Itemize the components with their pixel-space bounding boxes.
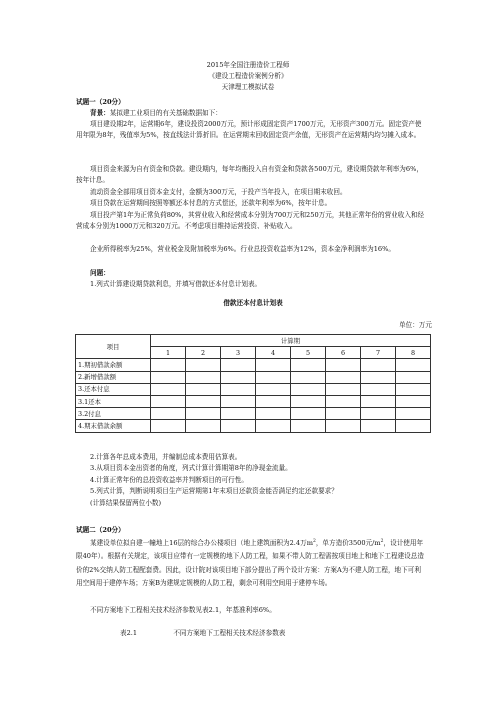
q2-p1-superscript-2: 2: [380, 538, 384, 544]
q2-table-caption-text: 不同方案地下工程相关技术经济参数表: [173, 629, 286, 637]
q1-paragraph-4: 项目贷款在运营期间按照等额还本付息的方式偿还，还款年利率为6%，按年计息。: [90, 199, 332, 207]
table-year-5: 5: [291, 347, 326, 359]
q1-background-label: 背景：: [90, 109, 110, 117]
table-row-label: 2.新增借款额: [76, 371, 151, 383]
q2-paragraph-1: [76, 537, 426, 591]
repayment-table: [75, 334, 431, 433]
table-row-label: 1.期初借款余额: [76, 359, 151, 371]
q1-question-5: 5.列式计算，判断说明项目生产运营期第1年末项目还款资金能否满足约定还款要求？: [90, 487, 338, 495]
q1-paragraph-6: 企业所得税率为25%，营业税金及附加税率为6%。行业总投资收益率为12%，资本金净利润率为16%。: [90, 245, 395, 253]
header-line-1: 2015年全国注册造价工程师: [206, 61, 290, 69]
q1-question-label: 问题：: [90, 269, 110, 277]
table-year-8: 8: [396, 347, 431, 359]
table-row-label: 3.1还本: [76, 395, 151, 407]
table-row: [76, 420, 431, 432]
header-line-2: 《建设工程造价案例分析》: [208, 72, 288, 80]
table-head-item: 项目: [76, 335, 151, 359]
table-row: [76, 395, 431, 407]
q2-p1-part-a: 某建设单位拟自建一幢地上16层的综合办公楼项目（地上建筑面积为2.4万m: [90, 539, 313, 547]
q1-question-4: 4.计算正常年份的总投资收益率并判断项目的可行性。: [90, 476, 248, 484]
table-title: 借款还本付息计划表: [223, 299, 283, 307]
table-year-7: 7: [361, 347, 396, 359]
table-unit: 单位：万元: [399, 321, 432, 329]
q2-p1-part-c: ，设计使用年限40年）。根据有关规定，该项目应带有一定规模的地下人防工程，如果不带人防工程需按项目地上和地下工程建设总造价的2%交纳人防工程配套费。因此，设计院对该项目地下部分提出了两个设计方案：方案A为不建人防工程，地下可利用空间用于建停车场；方案B为建规定规模的人防工程，剩余可利用空间用于建停车场。: [76, 539, 424, 588]
document-header: [0, 60, 496, 93]
q1-paragraph-5: 项目投产第1年为正常负荷80%，其营业收入和经营成本分别为700万元和250万元，其他正常年份的营业收入和经营成本分别为1000万元和320万元。不考虑项目维持运营投资、补贴收入。: [76, 211, 425, 231]
table-row-label: 3.2付息: [76, 408, 151, 420]
q1-note: (计算结果保留两位小数): [90, 499, 162, 507]
table-year-6: 6: [326, 347, 361, 359]
q2-table-caption: [120, 628, 285, 639]
table-year-4: 4: [256, 347, 291, 359]
table-row: [76, 371, 431, 383]
table-row: [76, 383, 431, 395]
table-row: [76, 359, 431, 371]
q1-heading: 试题一（20分）: [76, 98, 125, 106]
q1-background-text: 某拟建工业项目的有关基础数据如下：: [109, 109, 222, 117]
q1-question-1: 1.列式计算建设期贷款利息，并填写借款还本付息计划表。: [90, 280, 262, 288]
table-row-label: 3.还本付息: [76, 383, 151, 395]
table-year-1: 1: [151, 347, 186, 359]
q1-question-2: 2.计算各年总成本费用，并编制总成本费用估算表。: [90, 453, 242, 461]
q1-paragraph-2: 项目资金来源为自有资金和贷款。建设期内，每年均衡投入自有资金和贷款各500万元，建设期贷款年利率为6%，按年计息。: [76, 165, 423, 185]
q2-heading: 试题二（20分）: [76, 526, 125, 534]
q2-p1-superscript-1: 2: [312, 538, 316, 544]
q1-question-3: 3.从项目资本金出资者的角度，列式计算计算期第8年的净现金流量。: [90, 464, 292, 472]
table-year-3: 3: [221, 347, 256, 359]
table-row: [76, 408, 431, 420]
q2-p1-part-b: ，单方造价3500元/m: [315, 539, 381, 547]
table-year-2: 2: [186, 347, 221, 359]
q1-paragraph-3: 流动资金全部用项目资本金支付，金额为300万元，于投产当年投入，在项目期末收回。: [90, 188, 347, 196]
q2-paragraph-2: 不同方案地下工程相关技术经济参数见表2.1，年基准利率6%。: [90, 606, 276, 614]
q1-paragraph-1: 项目建设期2年，运营期6年，建设投资2000万元，预计形成固定资产1700万元，无形资产300万元。固定资产使用年限为8年，残值率为5%，按直线法计算折旧。在运营期末回收固定资产余值，无形资产在运营期内均匀摊入成本。: [76, 120, 422, 140]
table-row-label: 4.期末借款余额: [76, 420, 151, 432]
table-head-period: 计算期: [151, 335, 431, 347]
header-line-3: 天津理工模拟试卷: [221, 83, 275, 91]
q2-table-caption-number: 表2.1: [120, 629, 138, 637]
q1-background: [90, 108, 222, 119]
